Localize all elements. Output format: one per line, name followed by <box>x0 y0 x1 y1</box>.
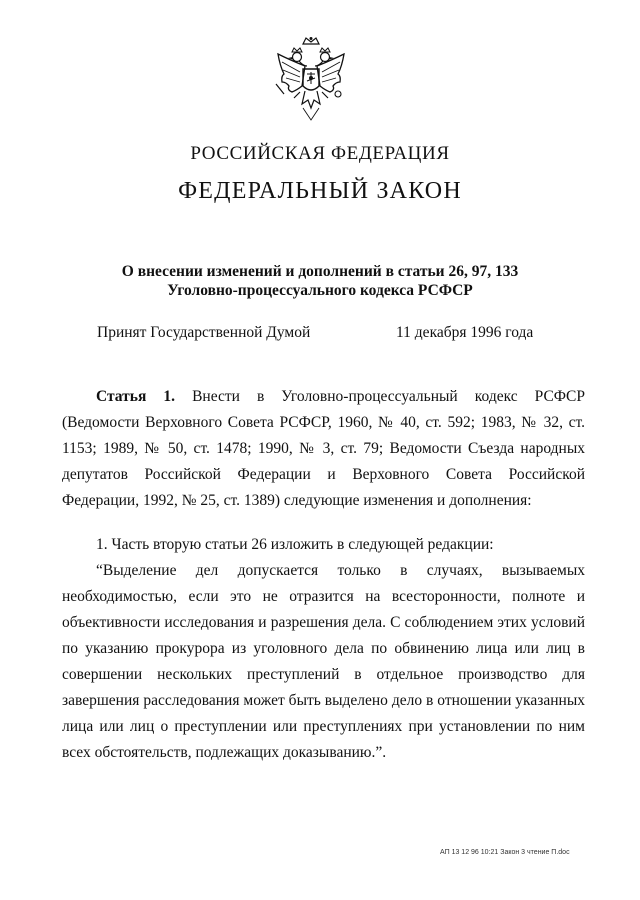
coat-of-arms-icon <box>272 36 350 128</box>
law-title-line-2: Уголовно-процессуального кодекса РСФСР <box>167 282 473 299</box>
country-heading: РОССИЙСКАЯ ФЕДЕРАЦИЯ <box>190 143 450 164</box>
document-type-heading: ФЕДЕРАЛЬНЫЙ ЗАКОН <box>178 178 462 204</box>
law-title <box>80 262 560 300</box>
article-1-paragraph <box>62 384 585 514</box>
item-1-quote: “Выделение дел допускается только в случаях, вызываемых необходимостью, если это не отразится на всесторонности, полноте и объективности исследования и разрешения дела. С соблюдением этих условий по указанию прокурора из уголовного дела по обвинению лица или лиц в совершении нескольких преступлений в отдельное производство для завершения расследования может быть выделено дело в отношении указанных лица или лиц о преступлении или преступлениях при установлении по ним всех обстоятельств, подлежащих доказыванию.”. <box>62 562 585 761</box>
item-1-text: 1. Часть вторую статьи 26 изложить в следующей редакции: <box>96 536 494 553</box>
adopted-date-text: 11 декабря 1996 года <box>396 324 534 341</box>
law-title-line-1: О внесении изменений и дополнений в статьи 26, 97, 133 <box>121 263 519 280</box>
article-1-label: Статья 1. <box>96 388 176 405</box>
article-1-text: Внести в Уголовно-процессуальный кодекс РСФСР (Ведомости Верховного Совета РСФСР, 1960, № 40, ст. 592; 1983, № 32, ст. 1153; 1989, № 50, ст. 1478; 1990, № 3, ст. 79; Ведомости Съезда народных депутатов Российской Федерации и Верховного Совета Российской Федерации, 1992, № 25, ст. 1389) следующие изменения и дополнения: <box>62 388 586 509</box>
adopted-by-text: Принят Государственной Думой <box>97 324 311 341</box>
file-reference-footer: АП 13 12 96 10:21 Закон 3 чтение П.doc <box>440 849 570 856</box>
